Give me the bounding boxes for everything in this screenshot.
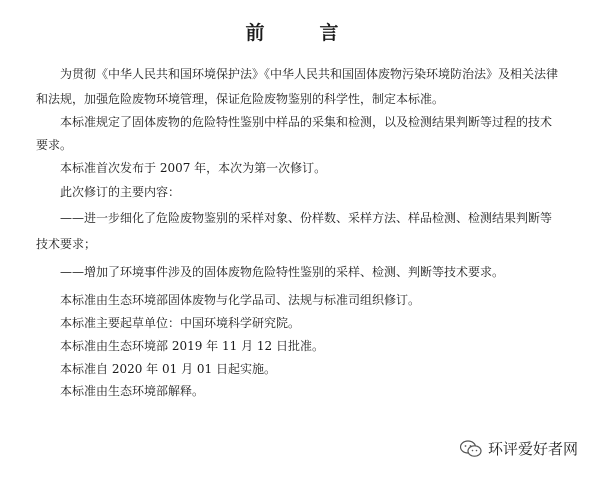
paragraph-first-release: 本标准首次发布于 2007 年，本次为第一次修订。 <box>60 161 327 175</box>
watermark <box>456 436 582 461</box>
paragraph-revision-item2: ——增加了环境事件涉及的固体废物危险特性鉴别的采样、检测、判断等技术要求。 <box>60 265 505 279</box>
paragraph-purpose-line1: 为贯彻《中华人民共和国环境保护法》《中华人民共和国固体废物污染环境防治法》及相关法律 <box>60 67 559 81</box>
paragraph-organizer: 本标准由生态环境部固体废物与化学品司、法规与标准司组织修订。 <box>60 293 421 307</box>
paragraph-interpretation: 本标准由生态环境部解释。 <box>60 384 205 398</box>
page-title: 前 言 <box>245 22 357 44</box>
watermark-label: 环评爱好者网 <box>487 440 578 458</box>
paragraph-revision-heading: 此次修订的主要内容： <box>60 185 181 199</box>
wechat-icon <box>460 440 482 458</box>
paragraph-scope-line2: 要求。 <box>36 138 73 152</box>
paragraph-drafter: 本标准主要起草单位：中国环境科学研究院。 <box>60 316 301 330</box>
paragraph-scope-line1: 本标准规定了固体废物的危险特性鉴别中样品的采集和检测，以及检测结果判断等过程的技术 <box>60 115 553 129</box>
paragraph-effective-date: 本标准自 2020 年 01 月 01 日起实施。 <box>60 362 276 376</box>
paragraph-revision-item1-line1: ——进一步细化了危险废物鉴别的采样对象、份样数、采样方法、样品检测、检测结果判断等 <box>60 211 553 225</box>
paragraph-revision-item1-line2: 技术要求； <box>36 237 97 251</box>
paragraph-approval: 本标准由生态环境部 2019 年 11 月 12 日批准。 <box>60 339 324 353</box>
paragraph-purpose-line2: 和法规，加强危险废物环境管理，保证危险废物鉴别的科学性，制定本标准。 <box>36 92 445 106</box>
